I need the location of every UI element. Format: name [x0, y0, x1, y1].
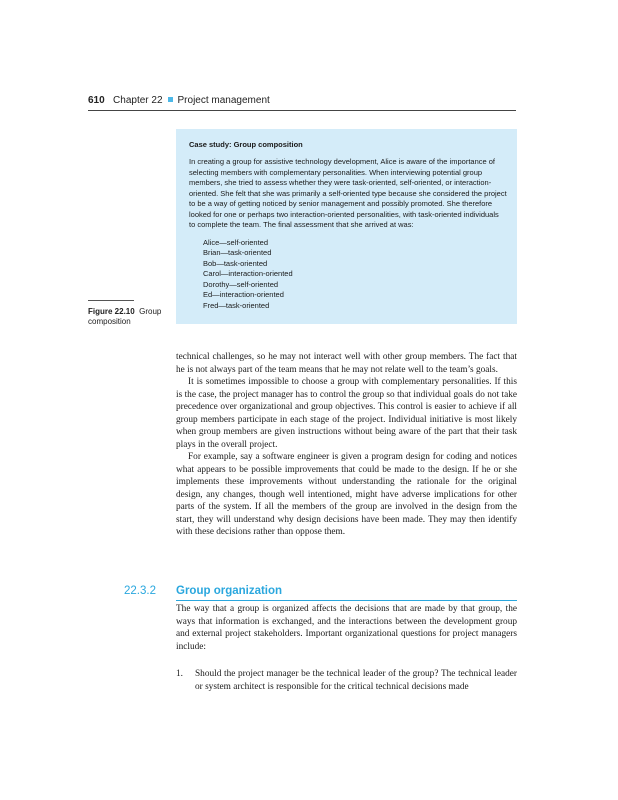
case-study-paragraph: In creating a group for assistive technology development, Alice is aware of the importance of selecting members with complementary personalities. When interviewing potential group members, she tried to assess whether they were task-oriented, self-oriented, or interaction-oriented. She felt that she was primarily a self-oriented type because she considered the project to be a way of getting noticed by senior management and possibly promoted. She therefore looked for one or perhaps two interaction-oriented personalities, with task-oriented individuals to complete the team. The final assessment that she arrived at was:: [189, 157, 507, 229]
chapter-title: Project management: [177, 95, 270, 106]
section-intro: [176, 603, 517, 653]
figure-label: Figure 22.10: [88, 307, 135, 316]
numbered-list-item: [176, 668, 517, 693]
member-item: Bob—task-oriented: [203, 258, 268, 268]
member-list: [203, 238, 507, 312]
numbered-list: [176, 668, 517, 693]
chapter-label: Chapter 22: [113, 95, 163, 106]
body-paragraph: technical challenges, so he may not interact well with other group members. The fact that he is not always part of the team means that he may not relate well to the team’s goals.: [176, 352, 517, 375]
case-study-box: [176, 129, 517, 324]
header-separator-square: [168, 97, 173, 102]
section-title: Group organization: [176, 585, 283, 597]
section-intro-paragraph: The way that a group is organized affects the decisions that are made by that group, the ways that information is exchanged, and the interactions between the development group and external project stakeholders. Important organizational questions for project managers include:: [176, 604, 517, 652]
case-study-title: Case study: Group composition: [189, 140, 303, 149]
body-text: [176, 351, 517, 539]
figure-caption: [88, 307, 170, 327]
section-number: 22.3.2: [124, 585, 156, 597]
member-item: Fred—task-oriented: [203, 300, 270, 310]
figure-caption-rule: [88, 300, 134, 301]
running-header: [88, 95, 516, 111]
member-item: Alice—self-oriented: [203, 237, 269, 247]
body-paragraph: It is sometimes impossible to choose a group with complementary personalities. If this is the case, the project manager has to control the group so that individual goals do not take precedence over organizational and group objectives. This control is easier to achieve if all group members participate in each stage of the project. Individual initiative is most likely when group members are given instructions without being aware of the part that their task plays in the overall project.: [176, 377, 517, 450]
section-rule: [176, 600, 517, 601]
list-item-text: Should the project manager be the technical leader of the group? The technical leader or system architect is responsible for the critical technical decisions made: [195, 669, 517, 692]
header-rule: [88, 110, 516, 111]
list-number: 1.: [176, 669, 183, 679]
member-item: Brian—task-oriented: [203, 248, 272, 257]
member-item: Dorothy—self-oriented: [203, 279, 279, 289]
page-number: 610: [88, 95, 105, 106]
member-item: Ed—interaction-oriented: [203, 290, 284, 299]
member-item: Carol—interaction-oriented: [203, 269, 293, 278]
figure-caption-text: Group composition: [88, 307, 162, 326]
body-paragraph: For example, say a software engineer is given a program design for coding and notices what appears to be possible improvements that could be made to the design. If he or she implements these improvements without understanding the rationale for the original design, any changes, though well intentioned, might have adverse implications for other parts of the system. If all the members of the group are involved in the design from the start, they will understand why design decisions have been made. They may then identify with these decisions rather than oppose them.: [176, 452, 517, 537]
